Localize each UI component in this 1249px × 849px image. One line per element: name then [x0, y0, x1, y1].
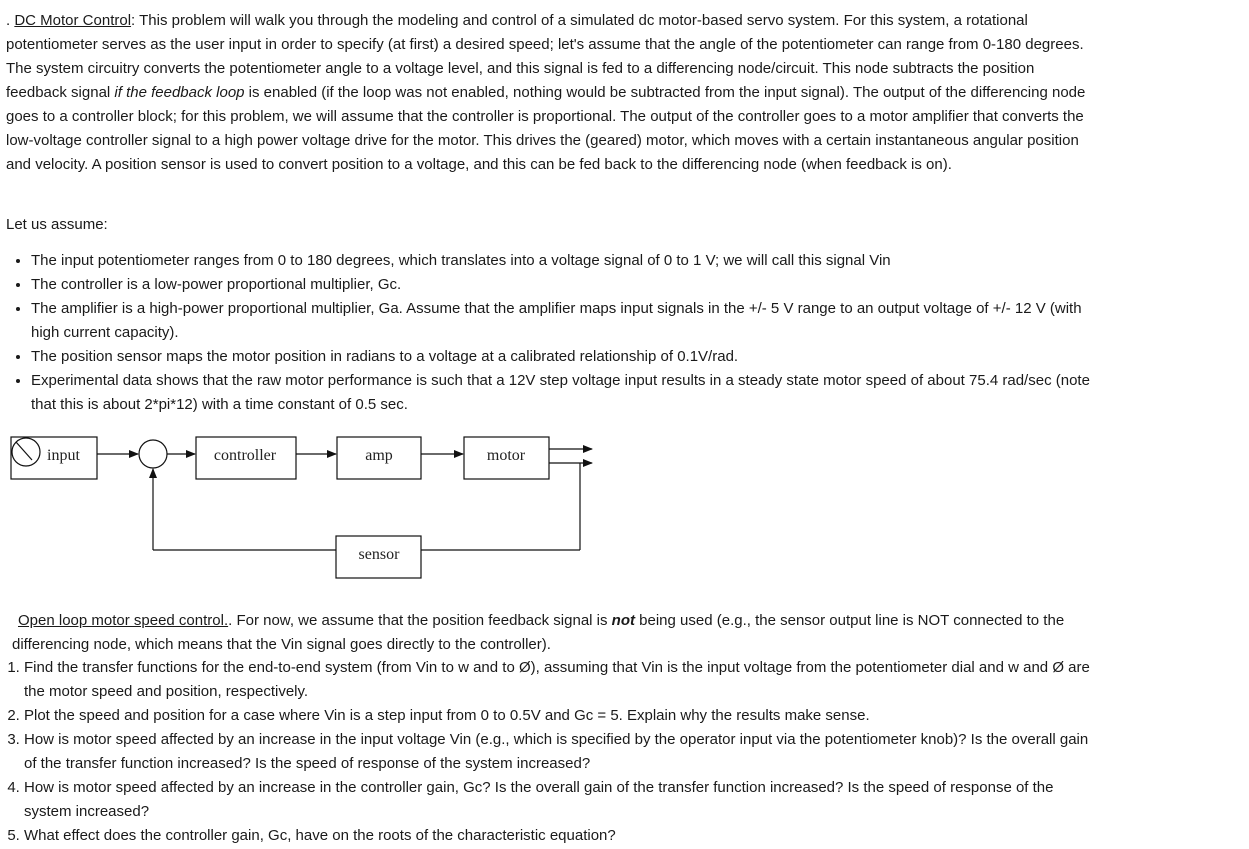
input-label: input — [47, 447, 80, 464]
potentiometer-pointer — [16, 442, 32, 460]
assumption-item: • The position sensor maps the motor position in radians to a voltage at a calibrated relationship of 0.1V/rad. — [31, 345, 1106, 369]
intro-paragraph — [6, 9, 1086, 177]
problem-title: DC Motor Control — [14, 12, 132, 29]
section-text-2: being used (e.g., the sensor output line is NOT connected to the differencing node, which means that the Vin signal goes directly to the controller). — [12, 612, 1065, 653]
question-item: 2. Plot the speed and position for a case where Vin is a step input from 0 to 0.5V and Gc = 5. Explain why the results make sense. — [24, 704, 1099, 728]
intro-text-2: is enabled (if the loop was not enabled, nothing would be subtracted from the input signal). The output of the differencing node goes to a controller block; for this problem, we will assume that the controller is proportional. The output of the controller goes to a motor amplifier that converts the low-voltage controller signal to a high power voltage drive for the motor. This drives the (geared) motor, which moves with a certain instantaneous angular position and velocity. A position sensor is used to convert position to a voltage, and this can be fed back to the differencing node (when feedback is on). — [6, 84, 1086, 173]
section-emphasis: not — [611, 612, 635, 629]
summing-node — [139, 440, 167, 468]
motor-label: motor — [486, 447, 526, 464]
amp-label: amp — [365, 447, 393, 464]
section-paragraph — [12, 609, 1082, 657]
assumption-item: • The amplifier is a high-power proportional multiplier, Ga. Assume that the amplifier maps input signals in the +/- 5 V range to an output voltage of +/- 12 V (with high current capacity). — [31, 297, 1106, 345]
question-item: 1. Find the transfer functions for the end-to-end system (from Vin to w and to Ø), assuming that Vin is the input voltage from the potentiometer dial and w and Ø are the motor speed and position, respectively. — [24, 656, 1099, 704]
title-colon: : — [131, 12, 136, 29]
assumption-item: • Experimental data shows that the raw motor performance is such that a 12V step voltage input results in a steady state motor speed of about 75.4 rad/sec (note that this is about 2*pi*12) with a time constant of 0.5 sec. — [31, 369, 1106, 417]
question-item: 5. What effect does the controller gain, Gc, have on the roots of the characteristic equation? — [24, 824, 1099, 848]
question-item: 4. How is motor speed affected by an increase in the controller gain, Gc? Is the overall gain of the transfer function increased? Is the speed of response of the system increased? — [24, 776, 1099, 824]
assume-heading: Let us assume: — [6, 216, 108, 233]
assumption-item: • The input potentiometer ranges from 0 to 180 degrees, which translates into a voltage signal of 0 to 1 V; we will call this signal Vin — [31, 249, 1106, 273]
question-item: 3. How is motor speed affected by an increase in the input voltage Vin (e.g., which is specified by the operator input via the potentiometer knob)? Is the overall gain of the transfer function increased? Is the speed of response of the system increased? — [24, 728, 1099, 776]
controller-label: controller — [213, 447, 277, 464]
section-title: Open loop motor speed control. — [18, 612, 229, 629]
intro-lead: . — [6, 12, 15, 29]
sensor-label: sensor — [358, 546, 400, 563]
intro-emphasis: if the feedback loop — [114, 84, 245, 101]
intro-text-1: This problem will walk you through the modeling and control of a simulated dc motor-based servo system. For this system, a rotational potentiometer serves as the user input in order to specify (at first) a desired speed; let's assume that the angle of the potentiometer can range from 0-180 degrees. The system circuitry converts the potentiometer angle to a voltage level, and this signal is fed to a differencing node/circuit. This node subtracts the position feedback signal — [6, 12, 1084, 101]
assumptions-list — [6, 249, 1106, 417]
section-text-1: . For now, we assume that the position feedback signal is — [228, 612, 612, 629]
assumption-item: • The controller is a low-power proportional multiplier, Gc. — [31, 273, 1106, 297]
block-diagram — [0, 425, 620, 585]
questions-list — [6, 656, 1099, 848]
